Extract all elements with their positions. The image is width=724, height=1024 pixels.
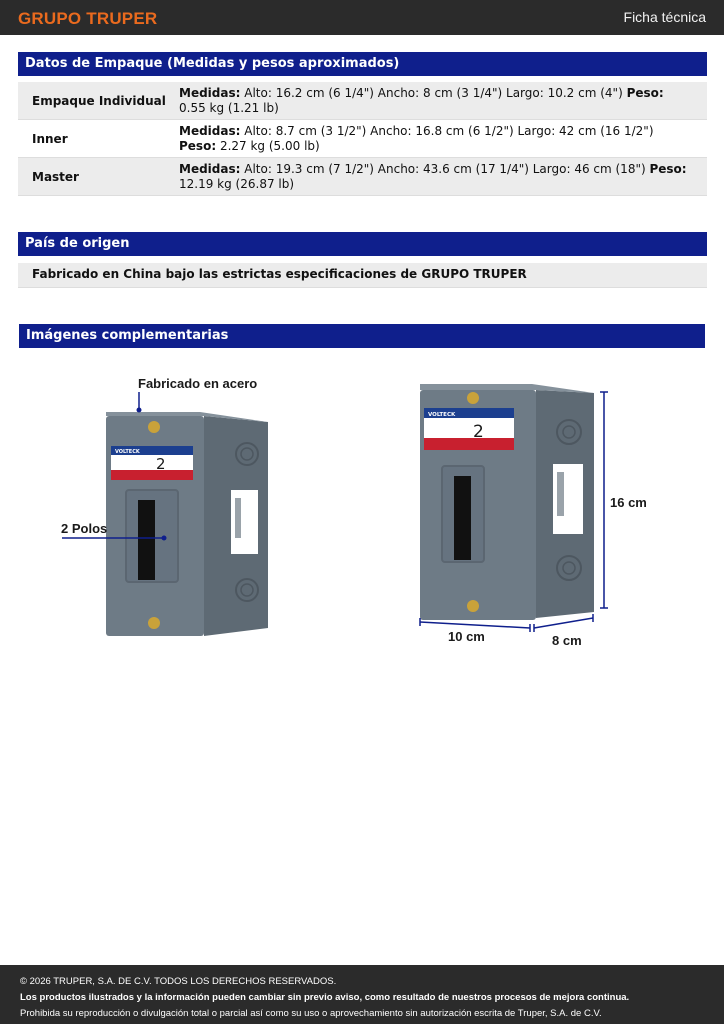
packaging-row-value (179, 158, 707, 196)
packaging-row-label: Master (32, 169, 79, 184)
footer-notice: Los productos ilustrados y la información pueden cambiar sin previo aviso, como resultado de nuestros procesos de mejora continua. (20, 992, 630, 1003)
packaging-section-title (18, 52, 707, 76)
images-section-title (19, 324, 705, 348)
callout-material: Fabricado en acero (138, 376, 258, 391)
medidas-value: Alto: 8.7 cm (3 1/2") Ancho: 16.8 cm (6 1/2") Largo: 42 cm (16 1/2") (244, 123, 654, 138)
medidas-value: Alto: 19.3 cm (7 1/2") Ancho: 43.6 cm (17 1/4") Largo: 46 cm (18") (244, 161, 646, 176)
product-image-right (420, 384, 647, 648)
packaging-row-label: Inner (32, 131, 68, 146)
product-illustration (18, 360, 707, 670)
breaker-slot (138, 500, 155, 580)
barcode-icon (557, 472, 564, 516)
origin-title-text: País de origen (25, 236, 130, 251)
images-title-text: Imágenes complementarias (26, 328, 229, 343)
document-type-label: Ficha técnica (623, 9, 706, 25)
label-big-number: 2 (156, 455, 166, 473)
packaging-row-value (179, 120, 707, 158)
screw-icon (467, 392, 479, 404)
label-warning-strip (424, 438, 514, 450)
medidas-value: Alto: 16.2 cm (6 1/4") Ancho: 8 cm (3 1/4") Largo: 10.2 cm (4") (244, 85, 623, 100)
screw-icon (467, 600, 479, 612)
barcode-icon (235, 498, 241, 538)
dimension-height: 16 cm (610, 495, 647, 510)
packaging-row-label: Empaque Individual (32, 93, 166, 108)
label-big-number: 2 (473, 422, 484, 442)
screw-icon (148, 617, 160, 629)
dimension-line (534, 618, 593, 628)
peso-label: Peso: (626, 85, 664, 100)
packaging-row (18, 82, 707, 120)
medidas-label: Medidas: (179, 123, 241, 138)
label-warning-strip (111, 470, 193, 480)
footer (0, 965, 724, 1024)
peso-value: 12.19 kg (26.87 lb) (179, 176, 295, 191)
footer-prohibition: Prohibida su reproducción o divulgación total o parcial así como su uso o aprovechamiento sin autorización escrita de Truper, S.A. de C.V. (20, 1008, 602, 1019)
dimension-width: 10 cm (448, 629, 485, 644)
brand-logo: GRUPO TRUPER (18, 9, 158, 28)
packaging-row (18, 120, 707, 158)
product-images (18, 360, 707, 670)
dimension-line (420, 622, 530, 628)
peso-label: Peso: (649, 161, 687, 176)
medidas-label: Medidas: (179, 85, 241, 100)
peso-value: 0.55 kg (1.21 lb) (179, 100, 279, 115)
screw-icon (148, 421, 160, 433)
callout-dot (137, 408, 142, 413)
packaging-row-value (179, 82, 707, 120)
callout-dot (162, 536, 167, 541)
dimension-depth: 8 cm (552, 633, 582, 648)
packaging-table (18, 82, 707, 196)
label-brand-text: VOLTECK (428, 412, 456, 418)
packaging-title-text: Datos de Empaque (Medidas y pesos aproximados) (25, 56, 400, 71)
origin-row (18, 263, 707, 288)
label-brand-text: VOLTECK (115, 449, 140, 455)
medidas-label: Medidas: (179, 161, 241, 176)
origin-text: Fabricado en China bajo las estrictas especificaciones de GRUPO TRUPER (32, 267, 527, 281)
peso-value: 2.27 kg (5.00 lb) (219, 138, 320, 153)
breaker-slot (454, 476, 471, 560)
origin-section-title (18, 232, 707, 256)
packaging-row (18, 158, 707, 196)
peso-label: Peso: (179, 138, 217, 153)
footer-copyright: © 2026 TRUPER, S.A. DE C.V. TODOS LOS DERECHOS RESERVADOS. (20, 976, 337, 987)
product-image-left (61, 376, 268, 636)
top-bar (0, 0, 724, 35)
callout-poles: 2 Polos (61, 521, 108, 536)
